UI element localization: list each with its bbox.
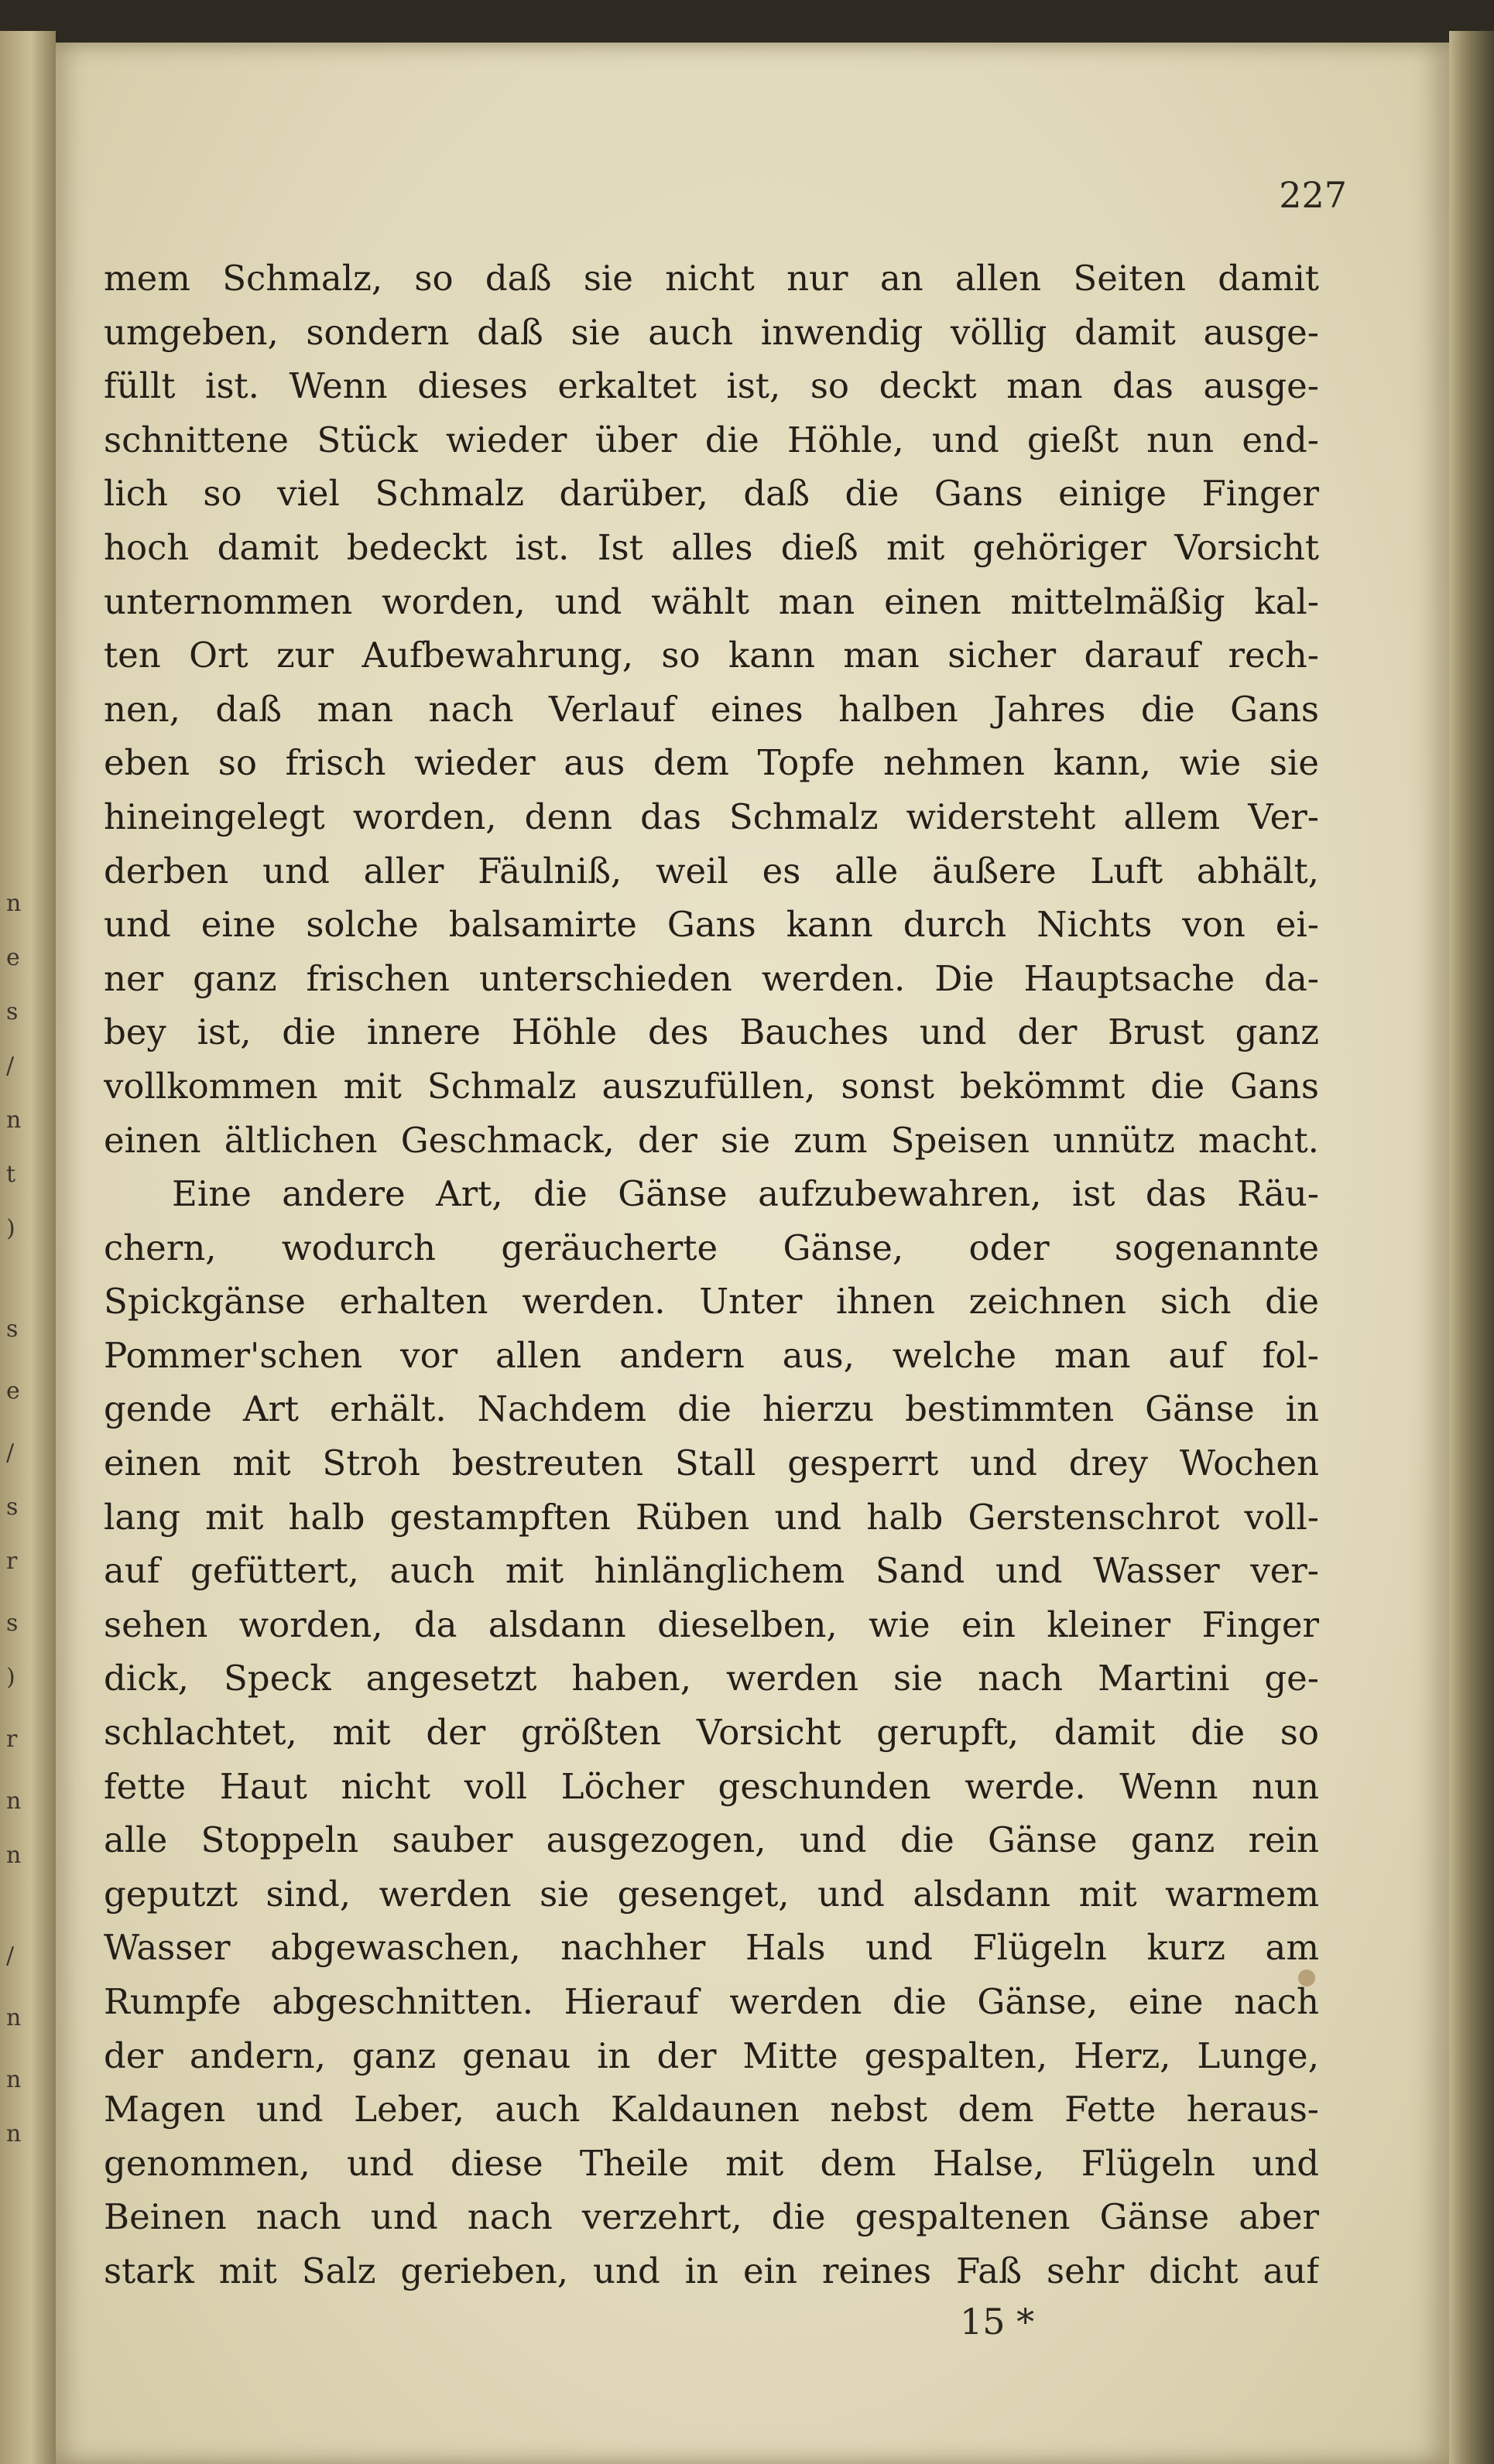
page-fore-edge xyxy=(1449,31,1494,2464)
text-line: vollkommen mit Schmalz auszufüllen, sonst bekömmt die Gans xyxy=(104,1065,1319,1107)
text-line: hineingelegt worden, denn das Schmalz widersteht allem Ver- xyxy=(104,796,1319,837)
text-line: mem Schmalz, so daß sie nicht nur an allen Seiten damit xyxy=(104,258,1319,299)
facing-page-letter: e xyxy=(6,1377,20,1405)
text-line: lich so viel Schmalz darüber, daß die Gans einige Finger xyxy=(104,473,1319,515)
text-line: der andern, ganz genau in der Mitte gespalten, Herz, Lunge, xyxy=(104,2035,1319,2076)
text-line: einen mit Stroh bestreuten Stall gesperrt und drey Wochen xyxy=(104,1442,1319,1484)
facing-page-letter: r xyxy=(6,1548,18,1575)
text-line: ner ganz frischen unterschieden werden. Die Hauptsache da- xyxy=(104,957,1319,999)
facing-page-letter: n xyxy=(6,1842,22,1869)
facing-page-letter: ) xyxy=(6,1664,15,1691)
paper-stain xyxy=(1298,1969,1315,1987)
text-line: dick, Speck angesetzt haben, werden sie nach Martini ge- xyxy=(104,1658,1319,1699)
text-line: Wasser abgewaschen, nachher Hals und Flügeln kurz am xyxy=(104,1927,1319,1969)
text-line: auf gefüttert, auch mit hinlänglichem Sand und Wasser ver- xyxy=(104,1550,1319,1592)
facing-page-letter: n xyxy=(6,1107,22,1134)
text-line: und eine solche balsamirte Gans kann durch Nichts von ei- xyxy=(104,904,1319,946)
text-line: Pommer'schen vor allen andern aus, welche man auf fol- xyxy=(104,1334,1319,1376)
facing-page-letter: n xyxy=(6,2120,22,2147)
text-line: Spickgänse erhalten werden. Unter ihnen zeichnen sich die xyxy=(104,1281,1319,1323)
facing-page-letter: t xyxy=(6,1161,16,1188)
text-line: füllt ist. Wenn dieses erkaltet ist, so deckt man das ausge- xyxy=(104,365,1319,407)
text-line: schnittene Stück wieder über die Höhle, und gießt nun end- xyxy=(104,419,1319,460)
facing-page-letter: s xyxy=(6,1316,19,1343)
text-line: schlachtet, mit der größten Vorsicht gerupft, damit die so xyxy=(104,1712,1319,1754)
facing-page-letter: ) xyxy=(6,1215,15,1242)
text-line: ten Ort zur Aufbewahrung, so kann man sicher darauf rech- xyxy=(104,635,1319,676)
text-line: chern, wodurch geräucherte Gänse, oder sogenannte xyxy=(104,1227,1319,1268)
facing-page-letter: n xyxy=(6,890,22,917)
facing-page-letter: n xyxy=(6,1788,22,1815)
facing-page-letter: s xyxy=(6,1610,19,1637)
page-number: 227 xyxy=(1279,174,1347,216)
facing-page-letter: e xyxy=(6,944,20,971)
facing-page-letter: / xyxy=(6,1942,15,1969)
text-line: sehen worden, da alsdann dieselben, wie ein kleiner Finger xyxy=(104,1603,1319,1645)
text-line: hoch damit bedeckt ist. Ist alles dieß mit gehöriger Vorsicht xyxy=(104,526,1319,568)
text-line: alle Stoppeln sauber ausgezogen, und die Gänse ganz rein xyxy=(104,1819,1319,1861)
facing-page-letter: n xyxy=(6,2066,22,2093)
text-line: nen, daß man nach Verlauf eines halben Jahres die Gans xyxy=(104,688,1319,730)
facing-page-letter: n xyxy=(6,2004,22,2031)
facing-page-letter: s xyxy=(6,998,19,1025)
facing-page-letter: / xyxy=(6,1052,15,1080)
text-line: lang mit halb gestampften Rüben und halb Gerstenschrot voll- xyxy=(104,1496,1319,1538)
page-body-text xyxy=(104,252,1319,2298)
facing-page-letter: / xyxy=(6,1439,15,1466)
text-line: unternommen worden, und wählt man einen mittelmäßig kal- xyxy=(104,580,1319,622)
text-line: Beinen nach und nach verzehrt, die gespaltenen Gänse aber xyxy=(104,2196,1319,2238)
text-line: fette Haut nicht voll Löcher geschunden werde. Wenn nun xyxy=(104,1765,1319,1807)
text-line: geputzt sind, werden sie gesenget, und alsdann mit warmem xyxy=(104,1873,1319,1915)
text-line: stark mit Salz gerieben, und in ein reines Faß sehr dicht auf xyxy=(104,2250,1319,2291)
text-line: gende Art erhält. Nachdem die hierzu bestimmten Gänse in xyxy=(104,1388,1319,1430)
text-line: einen ältlichen Geschmack, der sie zum Speisen unnütz macht. xyxy=(104,1119,1319,1161)
text-line: genommen, und diese Theile mit dem Halse, Flügeln und xyxy=(104,2142,1319,2184)
facing-page-edge xyxy=(0,31,56,2464)
text-line: Magen und Leber, auch Kaldaunen nebst dem Fette heraus- xyxy=(104,2089,1319,2130)
text-line: umgeben, sondern daß sie auch inwendig völlig damit ausge- xyxy=(104,311,1319,353)
text-line: Rumpfe abgeschnitten. Hierauf werden die Gänse, eine nach xyxy=(104,1981,1319,2022)
signature-mark: 15 * xyxy=(960,2301,1035,2343)
text-line: bey ist, die innere Höhle des Bauches und der Brust ganz xyxy=(104,1011,1319,1053)
paragraph-start-line: Eine andere Art, die Gänse aufzubewahren, ist das Räu- xyxy=(172,1173,1319,1215)
facing-page-letter: s xyxy=(6,1494,19,1521)
book-page xyxy=(56,43,1449,2464)
text-line: derben und aller Fäulniß, weil es alle äußere Luft abhält, xyxy=(104,850,1319,891)
text-line: eben so frisch wieder aus dem Topfe nehmen kann, wie sie xyxy=(104,742,1319,784)
facing-page-letter: r xyxy=(6,1726,18,1753)
